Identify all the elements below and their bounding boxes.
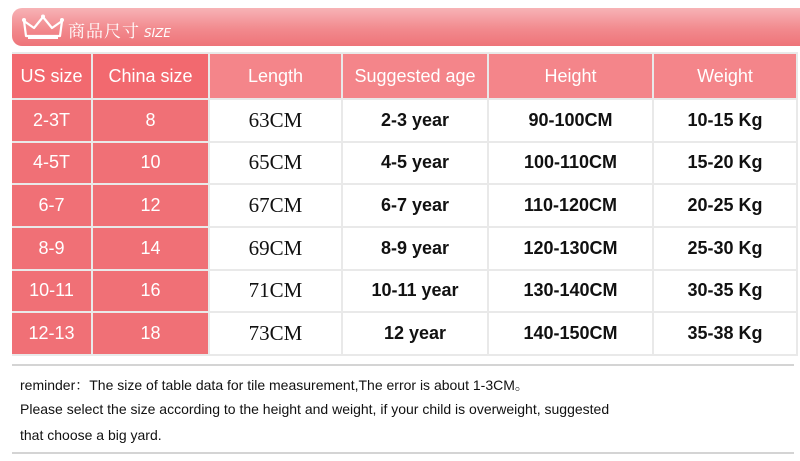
cell-length: 63CM	[210, 100, 343, 143]
cell-length: 73CM	[210, 313, 343, 356]
cell-length: 71CM	[210, 271, 343, 314]
col-header-height: Height	[489, 52, 654, 100]
table-row	[12, 313, 798, 356]
cell-weight: 20-25 Kg	[654, 185, 798, 228]
reminder-line-2: Please select the size according to the height and weight, if your child is overweight, suggested	[20, 401, 610, 417]
cell-height: 110-120CM	[489, 185, 654, 228]
cell-age: 2-3 year	[343, 100, 489, 143]
banner-title-en: SIZE	[144, 26, 171, 40]
cell-height: 90-100CM	[489, 100, 654, 143]
title-banner	[12, 8, 800, 46]
cell-china-size: 14	[93, 228, 210, 271]
size-table	[12, 52, 798, 356]
banner-title	[68, 17, 171, 42]
cell-age: 12 year	[343, 313, 489, 356]
cell-us-size: 4-5T	[12, 143, 93, 186]
cell-weight: 30-35 Kg	[654, 271, 798, 314]
table-row	[12, 143, 798, 186]
cell-length: 67CM	[210, 185, 343, 228]
cell-weight: 15-20 Kg	[654, 143, 798, 186]
col-header-china-size: China size	[93, 52, 210, 100]
cell-age: 4-5 year	[343, 143, 489, 186]
crown-icon	[22, 14, 64, 40]
cell-age: 10-11 year	[343, 271, 489, 314]
col-header-us-size: US size	[12, 52, 93, 100]
cell-length: 69CM	[210, 228, 343, 271]
cell-us-size: 2-3T	[12, 100, 93, 143]
cell-us-size: 12-13	[12, 313, 93, 356]
reminder-notes	[12, 364, 794, 454]
cell-us-size: 10-11	[12, 271, 93, 314]
col-header-length: Length	[210, 52, 343, 100]
reminder-line-1: reminder：The size of table data for tile measurement,The error is about 1-3CM。	[20, 377, 529, 393]
cell-china-size: 8	[93, 100, 210, 143]
table-header-row	[12, 52, 798, 100]
cell-age: 6-7 year	[343, 185, 489, 228]
col-header-weight: Weight	[654, 52, 798, 100]
cell-height: 130-140CM	[489, 271, 654, 314]
cell-us-size: 8-9	[12, 228, 93, 271]
cell-length: 65CM	[210, 143, 343, 186]
table-row	[12, 100, 798, 143]
cell-age: 8-9 year	[343, 228, 489, 271]
cell-china-size: 10	[93, 143, 210, 186]
cell-china-size: 16	[93, 271, 210, 314]
cell-height: 140-150CM	[489, 313, 654, 356]
table-row	[12, 185, 798, 228]
reminder-line-3: that choose a big yard.	[20, 427, 162, 443]
cell-china-size: 12	[93, 185, 210, 228]
cell-weight: 35-38 Kg	[654, 313, 798, 356]
cell-height: 100-110CM	[489, 143, 654, 186]
cell-height: 120-130CM	[489, 228, 654, 271]
cell-weight: 25-30 Kg	[654, 228, 798, 271]
col-header-suggested-age: Suggested age	[343, 52, 489, 100]
cell-china-size: 18	[93, 313, 210, 356]
cell-us-size: 6-7	[12, 185, 93, 228]
cell-weight: 10-15 Kg	[654, 100, 798, 143]
table-row	[12, 228, 798, 271]
banner-title-cn: 商品尺寸	[68, 22, 140, 42]
table-row	[12, 271, 798, 314]
